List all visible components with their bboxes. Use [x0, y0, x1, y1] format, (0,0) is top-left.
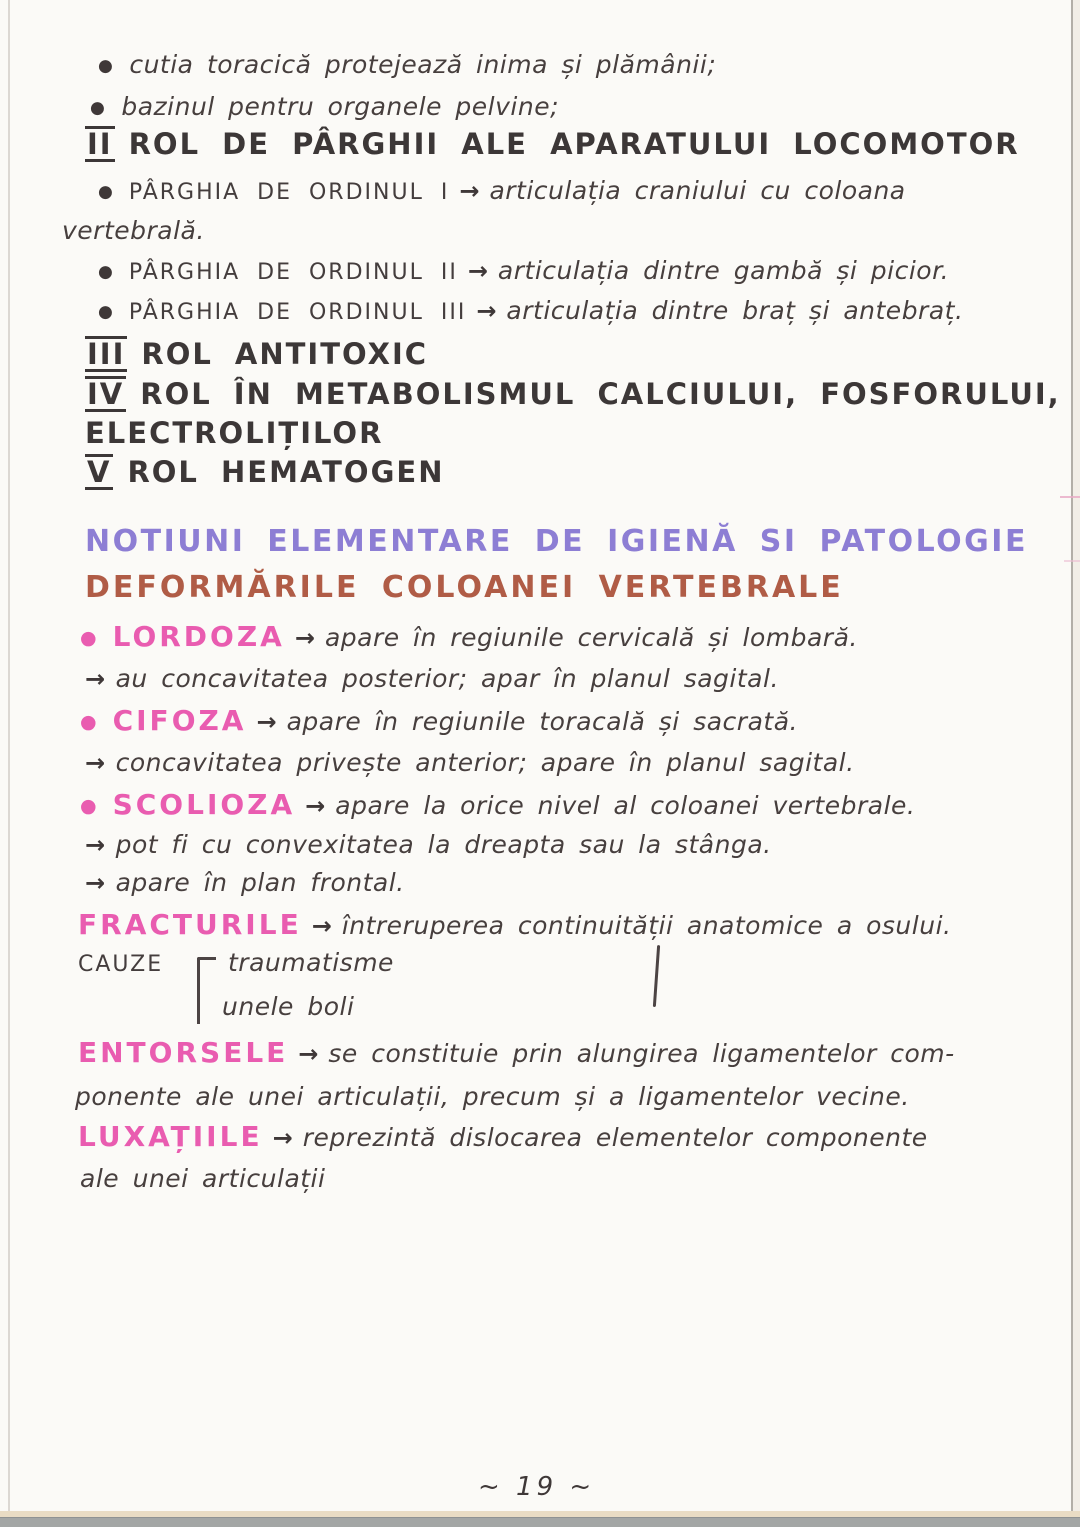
pen-stroke-mark [653, 945, 660, 1007]
note-line [98, 50, 716, 79]
section-title: ROL DE PÂRGHII ALE APARATULUI LOCOMOTOR [128, 127, 1020, 161]
arrow-icon: → [85, 831, 106, 859]
bullet-icon: ● [98, 302, 113, 322]
arrow-icon: → [311, 912, 332, 940]
term-name: ENTORSELE [78, 1036, 289, 1069]
note-text: au concavitatea posterior; apar în planul sagital. [115, 664, 779, 693]
lever-text: articulația craniului cu coloana [489, 176, 906, 205]
note-line [98, 256, 949, 285]
term-definition: reprezintă dislocarea elementelor componente [302, 1123, 928, 1152]
note-text: concavitatea privește anterior; apare în planul sagital. [115, 748, 855, 777]
section-heading-continued [85, 416, 383, 450]
note-text: apare în plan frontal. [115, 868, 405, 897]
arrow-icon: → [85, 749, 106, 777]
term-line [78, 1036, 955, 1069]
bullet-icon: ● [98, 262, 113, 282]
lever-text: articulația dintre gambă și picior. [497, 256, 950, 285]
bracket-mark [197, 957, 216, 1024]
page-number [478, 1472, 595, 1502]
bullet-icon: ● [98, 182, 113, 202]
arrow-icon: → [476, 297, 497, 325]
note-line [85, 830, 772, 859]
bullet-icon: ● [80, 795, 97, 817]
bullet-icon: ● [98, 56, 114, 76]
left-margin-line [8, 0, 10, 1526]
section-title: ROL HEMATOGEN [127, 455, 445, 489]
arrow-icon: → [459, 177, 480, 205]
arrow-icon: → [305, 792, 326, 820]
term-definition: apare în regiunile toracală și sacrată. [286, 707, 798, 736]
lever-label: PÂRGHIA DE ORDINUL II [128, 260, 458, 285]
term-line [80, 704, 798, 737]
arrow-icon: → [85, 869, 106, 897]
pink-rule-mark [1064, 560, 1080, 562]
term-name: SCOLIOZA [112, 788, 296, 821]
term-definition: apare în regiunile cervicală și lombară. [324, 623, 858, 652]
term-line [80, 620, 858, 653]
term-name: LUXAȚIILE [78, 1120, 263, 1153]
note-line [75, 1082, 910, 1111]
arrow-icon: → [272, 1124, 293, 1152]
section-heading [85, 376, 1061, 412]
note-line [85, 748, 855, 777]
page-edge-shadow [1073, 0, 1080, 1526]
note-line [62, 216, 205, 245]
roman-numeral: III [87, 337, 126, 371]
section-heading [85, 126, 1020, 162]
lever-label: PÂRGHIA DE ORDINUL III [128, 300, 467, 325]
term-line [80, 788, 915, 821]
arrow-icon: → [467, 257, 488, 285]
note-line [90, 92, 559, 121]
note-text: bazinul pentru organele pelvine; [121, 92, 559, 121]
causes-label: CAUZE [78, 952, 164, 977]
subchapter-heading-text: DEFORMĂRILE COLOANEI VERTEBRALE [85, 570, 844, 605]
note-text: cutia toracică protejează inima și plămânii; [129, 50, 717, 79]
section-title: ELECTROLIȚILOR [85, 416, 384, 450]
bullet-icon: ● [80, 711, 97, 733]
roman-numeral: V [87, 455, 112, 489]
section-title: ROL ÎN METABOLISMUL CALCIULUI, FOSFORULUI, [140, 377, 1061, 411]
term-line [78, 908, 951, 941]
note-line [98, 176, 906, 205]
roman-numeral: II [87, 127, 113, 161]
section-heading [85, 454, 444, 490]
term-name: CIFOZA [112, 704, 247, 737]
chapter-heading-text: NOTIUNI ELEMENTARE DE IGIENĂ SI PATOLOGIE [85, 524, 1028, 559]
bullet-icon: ● [90, 98, 106, 118]
lever-label: PÂRGHIA DE ORDINUL I [128, 180, 450, 205]
cause-item [222, 992, 354, 1021]
term-definition: întreruperea continuității anatomice a osului. [341, 911, 952, 940]
note-text: ale unei articulații [80, 1164, 326, 1193]
arrow-icon: → [85, 665, 106, 693]
arrow-icon: → [256, 708, 277, 736]
term-definition: apare la orice nivel al coloanei vertebrale. [335, 791, 916, 820]
note-text: pot fi cu convexitatea la dreapta sau la stânga. [115, 830, 772, 859]
term-name: FRACTURILE [78, 908, 302, 941]
subchapter-heading [85, 570, 844, 605]
note-line [85, 868, 405, 897]
lever-text: articulația dintre braț și antebraț. [506, 296, 964, 325]
cause-item [228, 948, 394, 977]
lever-text-continued: vertebrală. [62, 216, 205, 245]
arrow-icon: → [298, 1040, 319, 1068]
section-title: ROL ANTITOXIC [141, 337, 429, 371]
term-name: LORDOZA [112, 620, 285, 653]
term-line [78, 1120, 928, 1153]
cause-text: traumatisme [228, 948, 394, 977]
arrow-icon: → [294, 624, 315, 652]
cause-text: unele boli [222, 992, 355, 1021]
note-line [98, 296, 963, 325]
term-definition: se constituie prin alungirea ligamentelor com- [328, 1039, 955, 1068]
pink-rule-mark [1060, 496, 1080, 498]
note-text: ponente ale unei articulații, precum și a ligamentelor vecine. [75, 1082, 910, 1111]
bullet-icon: ● [80, 627, 97, 649]
page-number-text: ~ 19 ~ [478, 1472, 596, 1502]
roman-numeral: IV [87, 377, 125, 411]
note-line [80, 1164, 325, 1193]
causes-line [78, 952, 163, 977]
section-heading [85, 336, 428, 372]
note-line [85, 664, 779, 693]
chapter-heading [85, 524, 1028, 559]
